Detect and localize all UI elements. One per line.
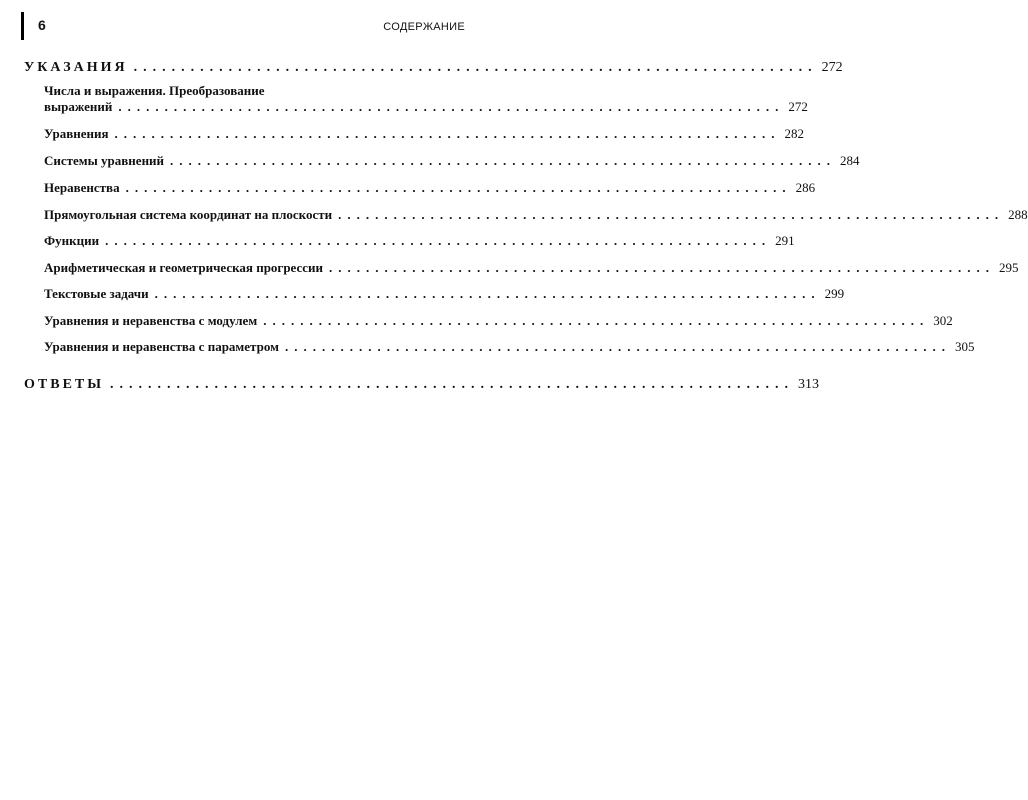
dot-leader: ........................................................................: [105, 233, 772, 248]
toc-item-title: Текстовые задачи: [44, 286, 149, 301]
toc-item-title: Уравнения и неравенства с модулем: [44, 313, 258, 328]
toc-item-title: Прямоугольная система координат на плоскости: [44, 207, 333, 222]
toc-page-number: 305: [954, 339, 975, 354]
toc-item-title: Уравнения: [44, 126, 109, 141]
running-head: СОДЕРЖАНИЕ: [383, 21, 465, 33]
toc-page-number: 288: [1008, 207, 1028, 222]
toc-item-title: Неравенства: [44, 180, 120, 195]
toc-item-title: Уравнения и неравенства с параметром: [44, 339, 279, 354]
toc-item-title: Функции: [44, 233, 100, 248]
toc-section-title: УКАЗАНИЯ: [24, 60, 128, 75]
dot-leader: ........................................................................: [110, 377, 794, 392]
toc-page-number: 291: [775, 233, 795, 248]
toc-item[interactable]: [44, 233, 795, 249]
dot-leader: ........................................................................: [118, 99, 785, 114]
toc-page-number: 272: [788, 99, 808, 114]
toc-item[interactable]: [44, 260, 1019, 276]
dot-leader: ........................................................................: [329, 260, 996, 275]
dot-leader: ........................................................................: [284, 339, 951, 354]
dot-leader: ........................................................................: [125, 180, 792, 195]
page-number: 6: [38, 17, 46, 33]
dot-leader: ........................................................................: [133, 60, 818, 75]
dot-leader: ........................................................................: [154, 286, 821, 301]
toc-item[interactable]: [44, 207, 1028, 223]
toc-section-otvety[interactable]: [24, 377, 819, 393]
toc-item[interactable]: [44, 286, 845, 302]
dot-leader: ........................................................................: [170, 153, 837, 168]
toc-item-title: Арифметическая и геометрическая прогрессии: [44, 260, 324, 275]
toc-page-number: 272: [821, 60, 843, 75]
toc-page-number: 302: [933, 313, 953, 328]
page-edge-bar: [21, 12, 24, 40]
dot-leader: ........................................................................: [263, 313, 930, 328]
toc-page-number: 313: [798, 377, 819, 392]
toc-item[interactable]: [44, 313, 953, 329]
toc-page-number: 282: [784, 126, 804, 141]
dot-leader: ........................................................................: [114, 126, 781, 141]
toc-page-number: 299: [824, 286, 845, 301]
dot-leader: ........................................................................: [338, 207, 1005, 222]
toc-item[interactable]: [44, 339, 975, 355]
toc-page-number: 286: [795, 180, 816, 195]
toc-item[interactable]: [44, 126, 804, 142]
toc-item[interactable]: [44, 99, 808, 115]
toc-section-title: ОТВЕТЫ: [24, 377, 104, 392]
toc-item[interactable]: [44, 180, 816, 196]
toc-item[interactable]: [44, 153, 860, 169]
toc-item-title: Системы уравнений: [44, 153, 165, 168]
toc-section-ukazaniya[interactable]: [24, 60, 843, 76]
toc-item-title: выражений: [44, 99, 113, 114]
toc-page-number: 284: [840, 153, 860, 168]
toc-page-number: 295: [999, 260, 1019, 275]
toc-item-title-line1: Числа и выражения. Преобразование: [44, 83, 265, 98]
